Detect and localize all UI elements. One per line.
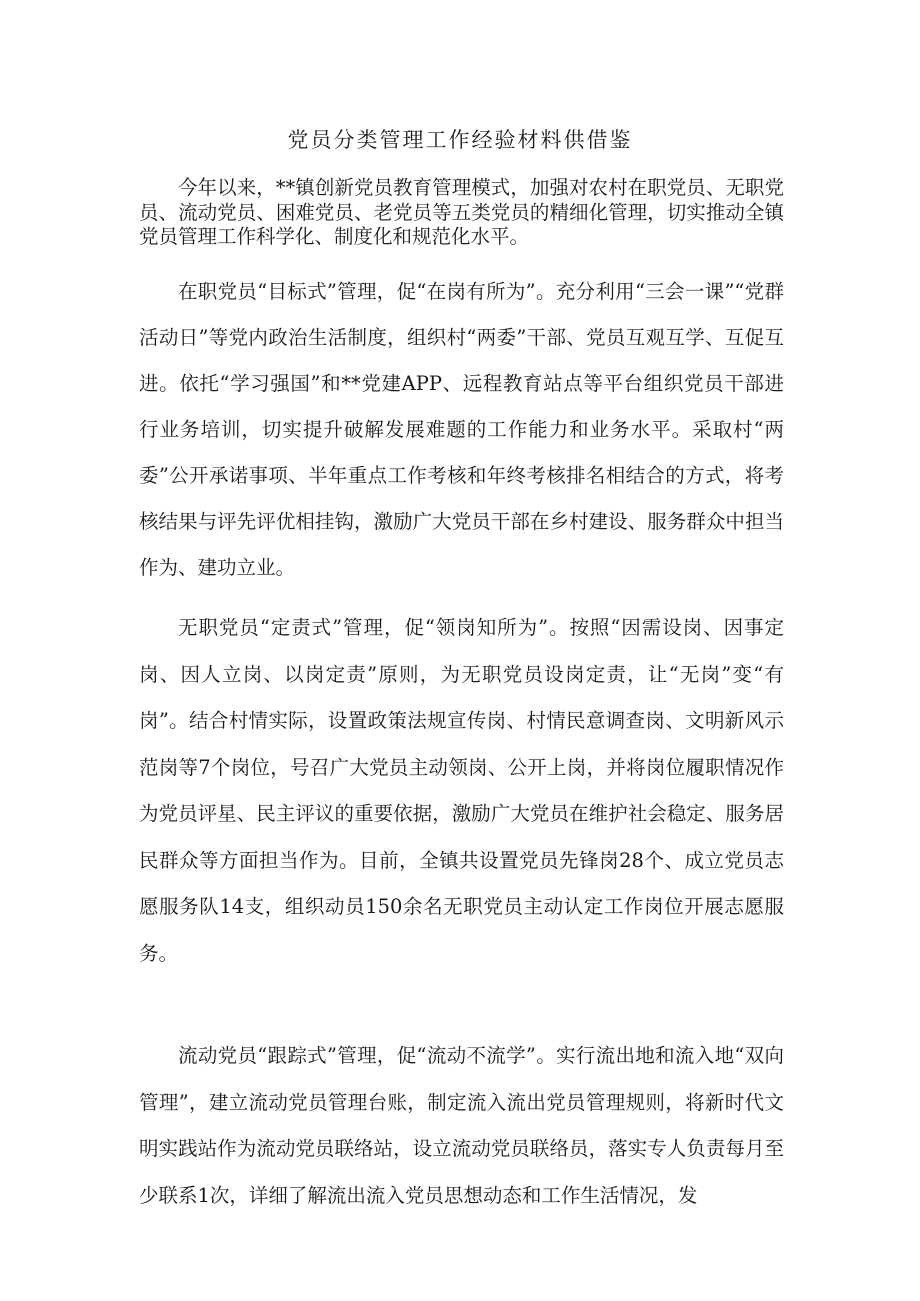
paragraph-mobile-members: 流动党员“跟踪式”管理，促“流动不流学”。实行流出地和流入地“双向管理”，建立流动党员管理台账，制定流入流出党员管理规则，将新时代文明实践站作为流动党员联络站，设立流动党员联络员，落实专人负责每月至少联系1次，详细了解流出流入党员思想动态和工作生活情况，发 [139, 1044, 784, 1207]
paragraph-intro: 今年以来，**镇创新党员教育管理模式，加强对农村在职党员、无职党员、流动党员、困难党员、老党员等五类党员的精细化管理，切实推动全镇党员管理工作科学化、制度化和规范化水平。 [139, 176, 784, 248]
paragraph-in-service-members: 在职党员“目标式”管理，促“在岗有所为”。充分利用“三会一课”“党群活动日”等党内政治生活制度，组织村“两委”干部、党员互观互学、互促互进。依托“学习强国”和**党建APP、远程教育站点等平台组织党员干部进行业务培训，切实提升破解发展难题的工作能力和业务水平。采取村“两委”公开承诺事项、半年重点工作考核和年终考核排名相结合的方式，将考核结果与评先评优相挂钩，激励广大党员干部在乡村建设、服务群众中担当作为、建功立业。 [139, 280, 784, 579]
paragraph-non-post-members: 无职党员“定责式”管理，促“领岗知所为”。按照“因需设岗、因事定岗、因人立岗、以岗定责”原则，为无职党员设岗定责，让“无岗”变“有岗”。结合村情实际，设置政策法规宣传岗、村情民意调查岗、文明新风示范岗等7个岗位，号召广大党员主动领岗、公开上岗，并将岗位履职情况作为党员评星、民主评议的重要依据，激励广大党员在维护社会稳定、服务居民群众等方面担当作为。目前，全镇共设置党员先锋岗28个、成立党员志愿服务队14支，组织动员150余名无职党员主动认定工作岗位开展志愿服务。 [139, 616, 784, 965]
document-title: 党员分类管理工作经验材料供借鉴 [287, 128, 633, 152]
